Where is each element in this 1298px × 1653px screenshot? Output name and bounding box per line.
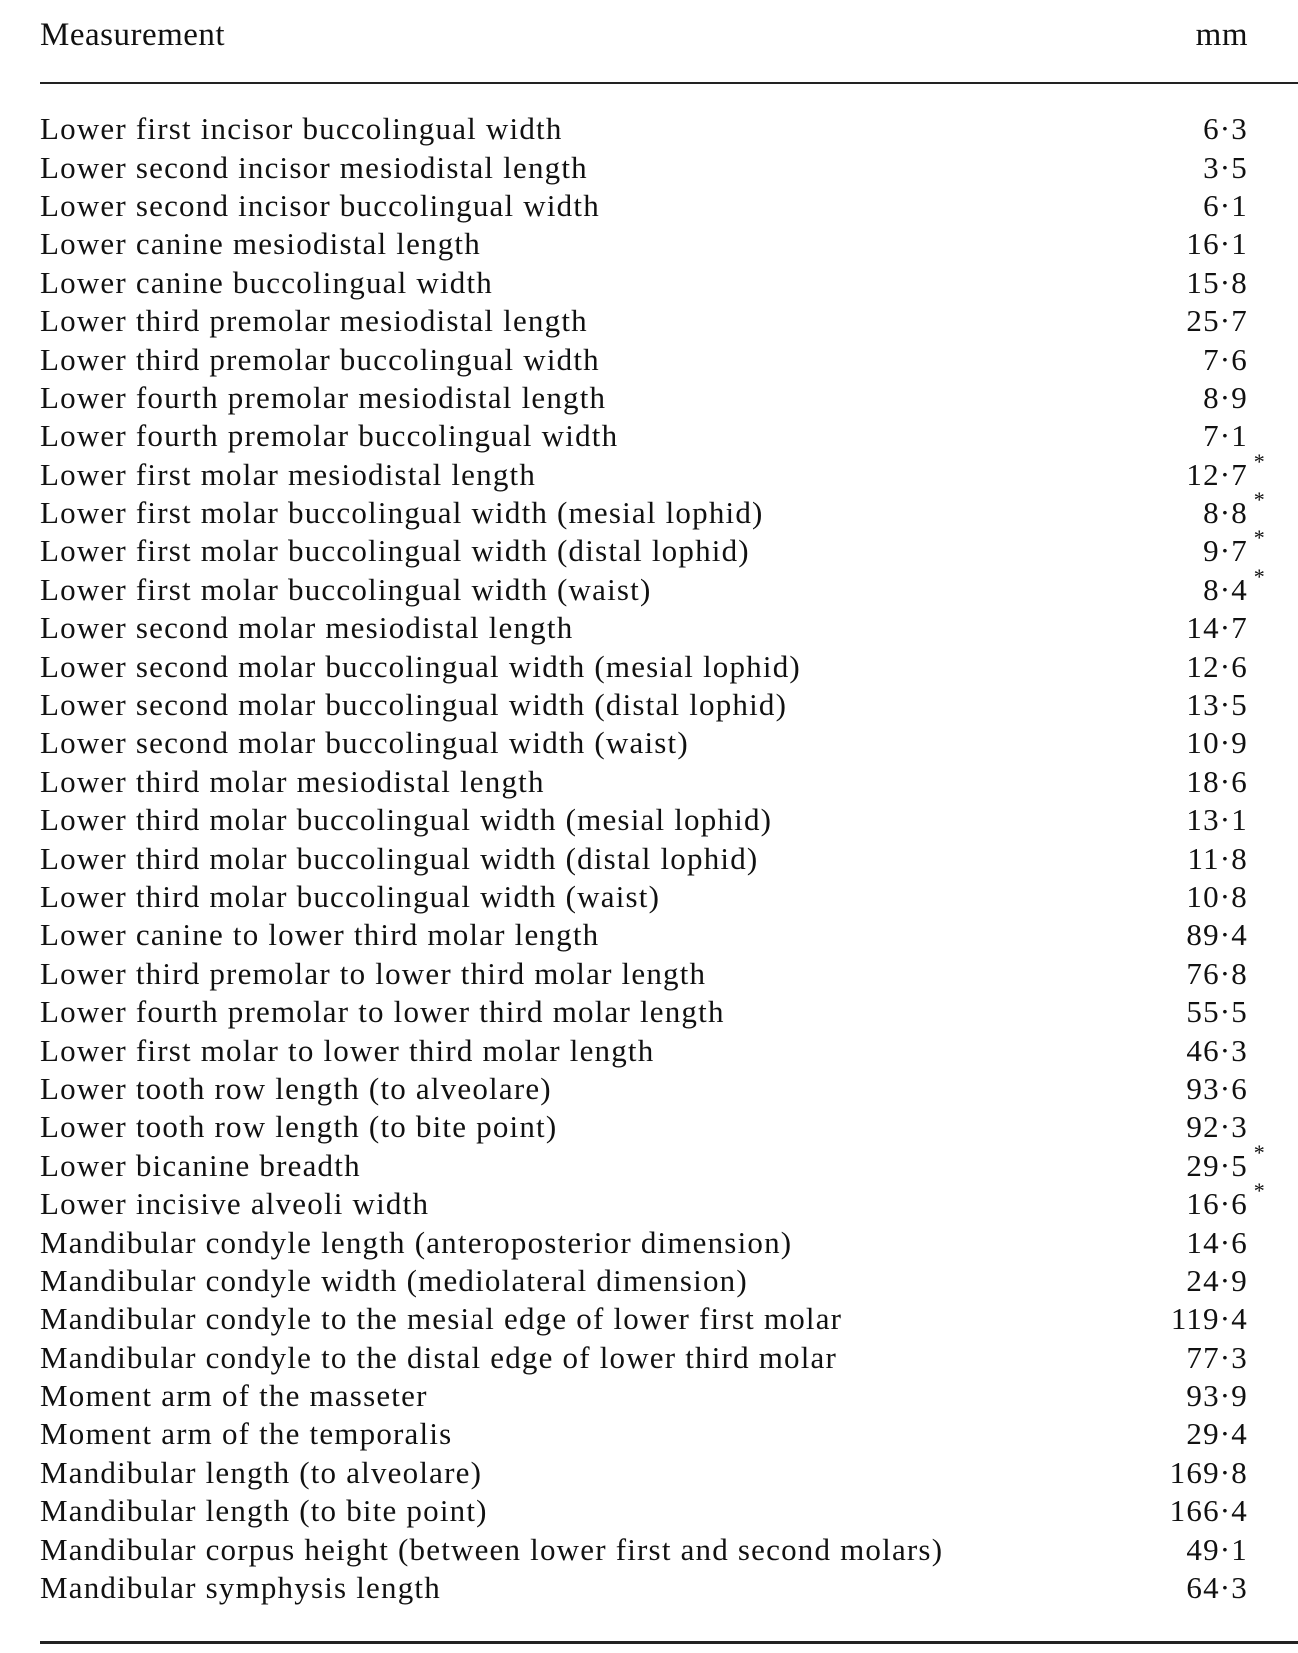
table-header bbox=[40, 10, 1258, 60]
measurement-value: 13·1 bbox=[1186, 802, 1248, 838]
measurement-value-cell bbox=[1186, 226, 1258, 262]
measurement-value-cell bbox=[1186, 649, 1258, 685]
measurement-value-cell bbox=[1186, 879, 1258, 915]
measurement-label: Lower fourth premolar to lower third molar length bbox=[40, 994, 725, 1030]
table-row bbox=[40, 1108, 1258, 1146]
measurement-label: Lower first molar to lower third molar length bbox=[40, 1032, 655, 1068]
measurement-label: Lower incisive alveoli width bbox=[40, 1186, 430, 1222]
measurement-value-cell bbox=[1186, 610, 1258, 646]
table-row bbox=[40, 417, 1258, 455]
measurement-value-cell bbox=[1186, 1570, 1258, 1606]
measurement-value-cell bbox=[1186, 448, 1266, 493]
measurement-label: Lower third premolar buccolingual width bbox=[40, 341, 600, 377]
measurement-value: 11·8 bbox=[1187, 840, 1248, 876]
measurement-value-cell bbox=[1203, 487, 1266, 531]
measurement-label: Mandibular condyle to the distal edge of lower third molar bbox=[40, 1339, 838, 1375]
measurement-label: Mandibular condyle width (mediolateral dimension) bbox=[40, 1262, 748, 1298]
asterisk-marker: * bbox=[1253, 487, 1266, 513]
table-row bbox=[40, 878, 1258, 916]
measurement-label: Lower third premolar to lower third molar length bbox=[40, 955, 707, 991]
measurement-label: Mandibular corpus height (between lower first and second molars) bbox=[40, 1531, 944, 1567]
measurement-value: 93·9 bbox=[1186, 1378, 1248, 1414]
measurement-label: Lower second molar mesiodistal length bbox=[40, 610, 574, 646]
measurement-value-cell bbox=[1170, 1455, 1258, 1491]
measurement-label: Mandibular condyle to the mesial edge of lower first molar bbox=[40, 1301, 843, 1337]
measurement-value: 9·7 bbox=[1203, 533, 1248, 569]
table-row bbox=[40, 110, 1258, 148]
measurement-label: Lower third molar buccolingual width (distal lophid) bbox=[40, 840, 759, 876]
measurement-label: Lower first molar buccolingual width (waist) bbox=[40, 571, 652, 607]
table-row bbox=[40, 302, 1258, 340]
measurement-value: 18·6 bbox=[1186, 763, 1248, 799]
table-row bbox=[40, 448, 1266, 494]
measurement-value: 89·4 bbox=[1186, 917, 1248, 953]
table-row bbox=[40, 340, 1258, 378]
measurement-label: Lower third molar buccolingual width (mesial lophid) bbox=[40, 802, 773, 838]
table-row bbox=[40, 609, 1258, 647]
table-row bbox=[40, 993, 1258, 1031]
measurement-label: Lower fourth premolar buccolingual width bbox=[40, 418, 619, 454]
measurement-value-cell bbox=[1203, 150, 1258, 186]
measurement-value: 169·8 bbox=[1169, 1454, 1248, 1490]
table-row bbox=[40, 839, 1258, 877]
table-row bbox=[40, 763, 1258, 801]
measurement-value: 93·6 bbox=[1186, 1070, 1248, 1106]
table-row bbox=[40, 1262, 1258, 1300]
measurement-value: 76·8 bbox=[1186, 955, 1248, 991]
measurement-value: 8·9 bbox=[1203, 379, 1248, 415]
measurement-value-cell bbox=[1203, 380, 1258, 416]
measurement-value: 8·8 bbox=[1203, 495, 1248, 531]
table-row bbox=[40, 1454, 1258, 1492]
measurement-value-cell bbox=[1203, 563, 1266, 608]
measurement-label: Lower second molar buccolingual width (distal lophid) bbox=[40, 687, 788, 723]
table-row bbox=[40, 264, 1258, 302]
measurement-value: 25·7 bbox=[1186, 303, 1248, 339]
table-row bbox=[40, 1223, 1258, 1261]
table-row bbox=[40, 1139, 1266, 1185]
measurement-label: Moment arm of the temporalis bbox=[40, 1416, 453, 1452]
measurement-value: 7·1 bbox=[1203, 418, 1248, 454]
measurement-label: Lower third premolar mesiodistal length bbox=[40, 303, 588, 339]
measurement-label: Mandibular symphysis length bbox=[40, 1570, 441, 1606]
measurement-label: Lower second molar buccolingual width (mesial lophid) bbox=[40, 648, 801, 684]
table-row bbox=[40, 487, 1266, 532]
measurement-value-cell bbox=[1186, 802, 1258, 838]
measurement-value: 49·1 bbox=[1186, 1531, 1248, 1567]
measurement-value: 15·8 bbox=[1186, 264, 1248, 300]
measurement-label: Lower second molar buccolingual width (waist) bbox=[40, 725, 689, 761]
measurement-value: 46·3 bbox=[1186, 1032, 1248, 1068]
measurement-value: 10·8 bbox=[1186, 879, 1248, 914]
table-row bbox=[40, 1492, 1258, 1530]
column-header-unit: mm bbox=[1195, 16, 1248, 53]
table-row bbox=[40, 1178, 1266, 1223]
table-row bbox=[40, 647, 1258, 685]
measurement-value: 14·6 bbox=[1186, 1224, 1248, 1260]
measurement-value-cell bbox=[1203, 525, 1266, 569]
measurement-value: 6·3 bbox=[1203, 111, 1248, 147]
measurement-value-cell bbox=[1203, 188, 1258, 224]
asterisk-marker: * bbox=[1253, 1139, 1266, 1165]
measurement-label: Lower canine to lower third molar length bbox=[40, 917, 600, 953]
measurement-value: 29·4 bbox=[1186, 1416, 1248, 1452]
measurement-value-cell bbox=[1188, 841, 1258, 877]
measurement-value: 64·3 bbox=[1186, 1570, 1248, 1606]
measurement-value: 13·5 bbox=[1186, 687, 1248, 723]
measurement-value: 12·6 bbox=[1186, 648, 1248, 684]
table-row bbox=[40, 148, 1258, 186]
header-rule bbox=[40, 82, 1298, 84]
measurement-label: Lower fourth premolar mesiodistal length bbox=[40, 379, 607, 415]
table-row bbox=[40, 1569, 1258, 1607]
measurement-value-cell bbox=[1186, 1340, 1258, 1376]
table-row bbox=[40, 563, 1266, 609]
measurement-value-cell bbox=[1186, 725, 1258, 761]
measurement-label: Lower bicanine breadth bbox=[40, 1147, 361, 1183]
measurement-value: 24·9 bbox=[1186, 1262, 1248, 1298]
measurement-value: 12·7 bbox=[1186, 456, 1248, 492]
measurement-value: 92·3 bbox=[1186, 1109, 1248, 1145]
measurement-value-cell bbox=[1186, 265, 1258, 301]
measurement-value: 8·4 bbox=[1203, 571, 1248, 607]
table-row bbox=[40, 1339, 1258, 1377]
measurement-value-cell bbox=[1186, 1378, 1258, 1414]
measurement-label: Lower first incisor buccolingual width bbox=[40, 111, 563, 147]
measurement-value: 10·9 bbox=[1186, 725, 1248, 761]
measurement-label: Mandibular length (to alveolare) bbox=[40, 1454, 483, 1490]
table-row bbox=[40, 1300, 1258, 1338]
table-row bbox=[40, 916, 1258, 954]
table-row bbox=[40, 225, 1258, 263]
measurement-value-cell bbox=[1186, 1416, 1258, 1452]
measurement-label: Lower tooth row length (to alveolare) bbox=[40, 1070, 552, 1106]
measurement-label: Lower second incisor buccolingual width bbox=[40, 187, 600, 223]
measurement-value: 16·6 bbox=[1186, 1186, 1248, 1222]
measurement-value: 119·4 bbox=[1170, 1301, 1248, 1337]
measurement-label: Lower third molar buccolingual width (waist) bbox=[40, 879, 661, 914]
measurement-value: 3·5 bbox=[1203, 149, 1248, 185]
table-row bbox=[40, 1031, 1258, 1069]
measurement-value-cell bbox=[1186, 994, 1258, 1030]
measurement-value-cell bbox=[1186, 1263, 1258, 1299]
measurement-label: Mandibular condyle length (anteroposterior dimension) bbox=[40, 1224, 793, 1260]
measurement-value-cell bbox=[1186, 303, 1258, 339]
measurement-value: 29·5 bbox=[1186, 1147, 1248, 1183]
table-row bbox=[40, 801, 1258, 839]
measurement-label: Lower second incisor mesiodistal length bbox=[40, 149, 588, 185]
measurement-value-cell bbox=[1186, 1033, 1258, 1069]
table-row bbox=[40, 525, 1266, 570]
measurement-label: Mandibular length (to bite point) bbox=[40, 1493, 488, 1529]
measurement-value-cell bbox=[1203, 342, 1258, 378]
footer-rule bbox=[40, 1641, 1298, 1644]
measurement-value-cell bbox=[1186, 1071, 1258, 1107]
measurement-value: 16·1 bbox=[1186, 226, 1248, 262]
measurement-value: 6·1 bbox=[1203, 187, 1248, 223]
table-row bbox=[40, 379, 1258, 417]
measurement-value-cell bbox=[1186, 917, 1258, 953]
column-header-measurement: Measurement bbox=[40, 16, 226, 53]
asterisk-marker: * bbox=[1253, 525, 1266, 551]
measurement-label: Lower canine mesiodistal length bbox=[40, 226, 481, 262]
measurement-value-cell bbox=[1170, 1493, 1258, 1529]
measurement-value-cell bbox=[1186, 1109, 1258, 1145]
measurement-value-cell bbox=[1171, 1301, 1258, 1337]
measurement-value-cell bbox=[1186, 956, 1258, 992]
measurement-value-cell bbox=[1186, 1225, 1258, 1261]
table-row bbox=[40, 1377, 1258, 1415]
measurement-value: 14·7 bbox=[1186, 610, 1248, 646]
table-row bbox=[40, 187, 1258, 225]
table-row bbox=[40, 955, 1258, 993]
measurement-value: 166·4 bbox=[1169, 1493, 1248, 1529]
table-row bbox=[40, 724, 1258, 762]
measurement-label: Moment arm of the masseter bbox=[40, 1378, 428, 1414]
measurement-value-cell bbox=[1203, 111, 1258, 147]
table-row bbox=[40, 1070, 1258, 1108]
measurement-value-cell bbox=[1186, 687, 1258, 723]
table-body bbox=[40, 110, 1266, 1607]
asterisk-marker: * bbox=[1253, 448, 1266, 474]
table-row bbox=[40, 686, 1258, 724]
measurement-value: 77·3 bbox=[1186, 1339, 1248, 1375]
measurement-label: Lower first molar buccolingual width (mesial lophid) bbox=[40, 495, 764, 531]
asterisk-marker: * bbox=[1253, 563, 1266, 589]
measurement-value: 7·6 bbox=[1203, 341, 1248, 377]
measurement-value-cell bbox=[1186, 764, 1258, 800]
measurement-label: Lower canine buccolingual width bbox=[40, 264, 493, 300]
asterisk-marker: * bbox=[1253, 1178, 1266, 1204]
measurement-value-cell bbox=[1203, 418, 1258, 454]
measurement-value-cell bbox=[1186, 1139, 1266, 1184]
measurement-label: Lower first molar buccolingual width (distal lophid) bbox=[40, 533, 750, 569]
table-row bbox=[40, 1415, 1258, 1453]
measurement-value-cell bbox=[1186, 1178, 1266, 1222]
measurement-value: 55·5 bbox=[1186, 994, 1248, 1030]
measurement-value-cell bbox=[1186, 1532, 1258, 1568]
measurement-label: Lower third molar mesiodistal length bbox=[40, 763, 545, 799]
measurement-label: Lower first molar mesiodistal length bbox=[40, 456, 537, 492]
table-row bbox=[40, 1530, 1258, 1568]
measurement-label: Lower tooth row length (to bite point) bbox=[40, 1109, 558, 1145]
